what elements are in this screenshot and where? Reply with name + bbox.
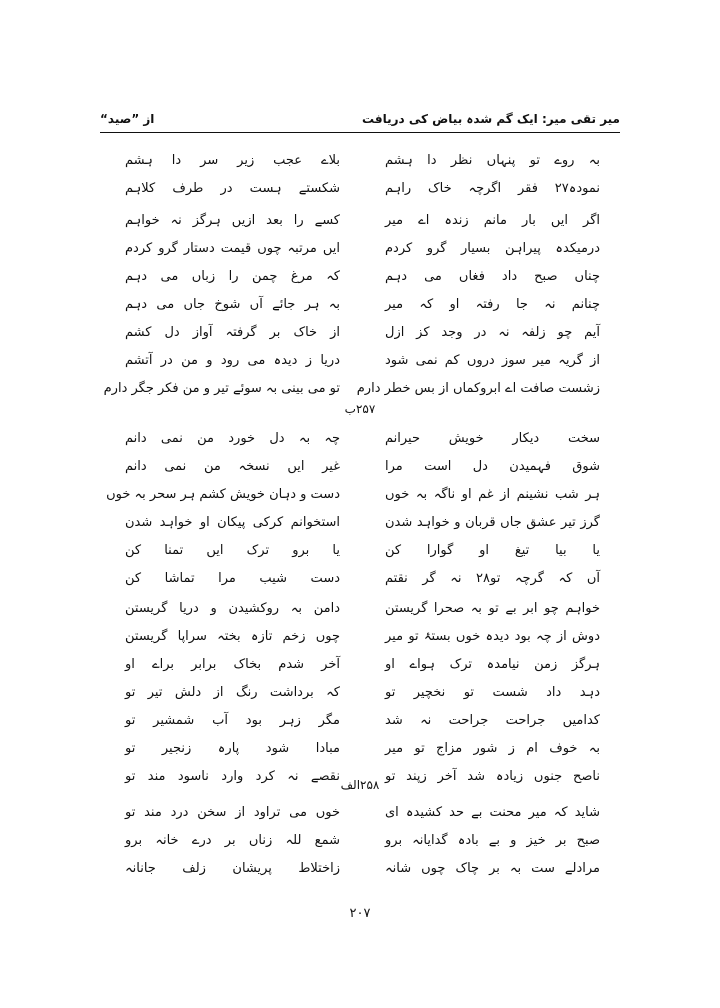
first-hemistich: آں کہ گرچہ تو۲۸ نہ گر نقتم [385,570,600,586]
second-hemistich: خوں می تراود از سخن درد مند تو [125,804,340,820]
verse-row [125,146,600,174]
first-hemistich: آیم چو زلفہ نہ در وجد کز ازل [385,324,600,340]
stanza-4 [125,594,600,790]
second-hemistich: کہ برداشت رنگ از دلش تیر تو [125,684,340,700]
header-rule [100,132,620,133]
first-hemistich: یا بیا تیغ او گوارا کن [385,542,600,558]
second-hemistich: دریا ز دیدہ می رود و من در آتشم [125,352,340,368]
verse-row [125,594,600,622]
first-hemistich: شاید کہ میر محنت بے حد کشیدہ ای [385,804,600,820]
second-hemistich: غیر ایں نسخہ من نمی دانم [125,458,340,474]
verse-row [125,854,600,882]
second-hemistich: شکستے ہست در طرف کلاہم [125,180,340,196]
verse-row [125,508,600,536]
first-hemistich: خواہم چو ابر بے تو بہ صحرا گریستن [385,600,600,616]
first-hemistich: ناصح جنوں زیادہ شد آخر زپند تو [385,768,600,784]
second-hemistich: از خاک بر گرفتہ آواز دل کشم [125,324,340,340]
page-number: ۲۰۷ [349,906,371,921]
second-hemistich: دامن بہ روکشیدن و دریا گریستن [125,600,340,616]
stanza-3 [106,424,600,592]
first-hemistich: بہ روے تو پنہاں نظر دا ہشم [385,152,600,168]
first-hemistich: گرز تیر عشق جاں قربان و خواہد شدن [385,514,600,530]
verse-row [125,622,600,650]
verse-row [125,262,600,290]
first-hemistich: کدامیں جراحت جراحت نہ شد [385,712,600,728]
verse-row [125,318,600,346]
first-hemistich: چناں صبح داد فغاں می دہم [385,268,600,284]
first-hemistich: ہر شب نشینم از غم او ناگہ بہ خوں [385,486,600,502]
first-hemistich: ہرگز زمن نیامدہ ترک ہواے او [385,656,600,672]
second-hemistich: چہ بہ دل خورد من نمی دانم [125,430,340,446]
first-hemistich: دہد داد شست تو نخچیر تو [385,684,600,700]
first-hemistich: درمیکدہ پیراہن بسیار گرو کردم [385,240,600,256]
first-hemistich: بہ خوف ام ز شور مزاج تو میر [385,740,600,756]
verse-row [125,452,600,480]
first-hemistich: از گریہ میر سوز دروں کم نمی شود [385,352,600,368]
verse-row [125,706,600,734]
verse-row [125,536,600,564]
first-hemistich: اگر ایں بار مانم زندہ اے میر [385,212,600,228]
verse-row [125,798,600,826]
second-hemistich: نقصے نہ کرد وارد ناسود مند تو [125,768,340,784]
header-section-title: از ”صید“ [100,112,155,126]
first-hemistich: دوش از چہ بود دیدہ خوں بستۂ تو میر [385,628,600,644]
verse-row [125,424,600,452]
first-hemistich: صبح بر خیز و بے بادہ گدایانہ برو [385,832,600,848]
second-hemistich: کسے را بعد ازیں ہرگز نہ خواہم [125,212,340,228]
stanza-2 [103,206,600,402]
verse-row [125,174,600,202]
verse-row [125,734,600,762]
second-hemistich: ایں مرتبہ چوں قیمت دستار گرو کردم [125,240,340,256]
second-hemistich: کہ مرغ چمن را زباں می دہم [125,268,340,284]
folio-marker: ۲۵۸الف [340,778,380,792]
second-hemistich: شمع للہ زناں بر درے خانہ برو [125,832,340,848]
second-hemistich: دست و دہان خویش کشم ہر سحر بہ خوں [106,486,340,502]
stanza-5 [125,798,600,882]
verse-row [106,480,600,508]
verse-row [125,234,600,262]
second-hemistich: دست شیب مرا تماشا کن [125,570,340,586]
second-hemistich: بہ ہر جائے آں شوخ جاں می دہم [125,296,340,312]
first-hemistich: شوق فہمیدن دل است مرا [385,458,600,474]
running-header [100,108,620,130]
first-hemistich: نمودہ۲۷ فقر اگرچہ خاک راہم [385,180,600,196]
verse-row [125,826,600,854]
verse-row [125,564,600,592]
second-hemistich: تو می بینی بہ سوئے تیر و من فکر جگر دارم [103,380,340,396]
second-hemistich: مگر زہر بود آب شمشیر تو [125,712,340,728]
verse-row [125,650,600,678]
first-hemistich: مرادلے ست بہ بر چاک چوں شانہ [385,860,600,876]
verse-row [125,678,600,706]
verse-row [125,206,600,234]
second-hemistich: مبادا شود پارہ زنجیر تو [125,740,340,756]
second-hemistich: یا برو ترک ایں تمنا کن [125,542,340,558]
second-hemistich: زاختلاط پریشان زلف جانانہ [125,860,340,876]
first-hemistich: سخت دیکار خویش حیرانم [385,430,600,446]
folio-marker: ۲۵۷ب [344,402,376,416]
verse-row [125,290,600,318]
first-hemistich: چنانم نہ جا رفتہ او کہ میر [385,296,600,312]
second-hemistich: آخر شدم بخاک برابر براے او [125,656,340,672]
stanza-1 [125,146,600,202]
verse-row [103,374,600,402]
header-book-title: میر تقی میر: ایک گم شدہ بیاض کی دریافت [362,112,620,126]
second-hemistich: بلاے عجب زیر سر دا ہشم [125,152,340,168]
second-hemistich: چوں زخم تازہ بختہ سراپا گریستن [125,628,340,644]
second-hemistich: استخوانم کرکی پیکان او خواہد شدن [125,514,340,530]
first-hemistich: زشست صافت اے ابروکماں از بس خطر دارم [356,380,600,396]
verse-row [125,346,600,374]
